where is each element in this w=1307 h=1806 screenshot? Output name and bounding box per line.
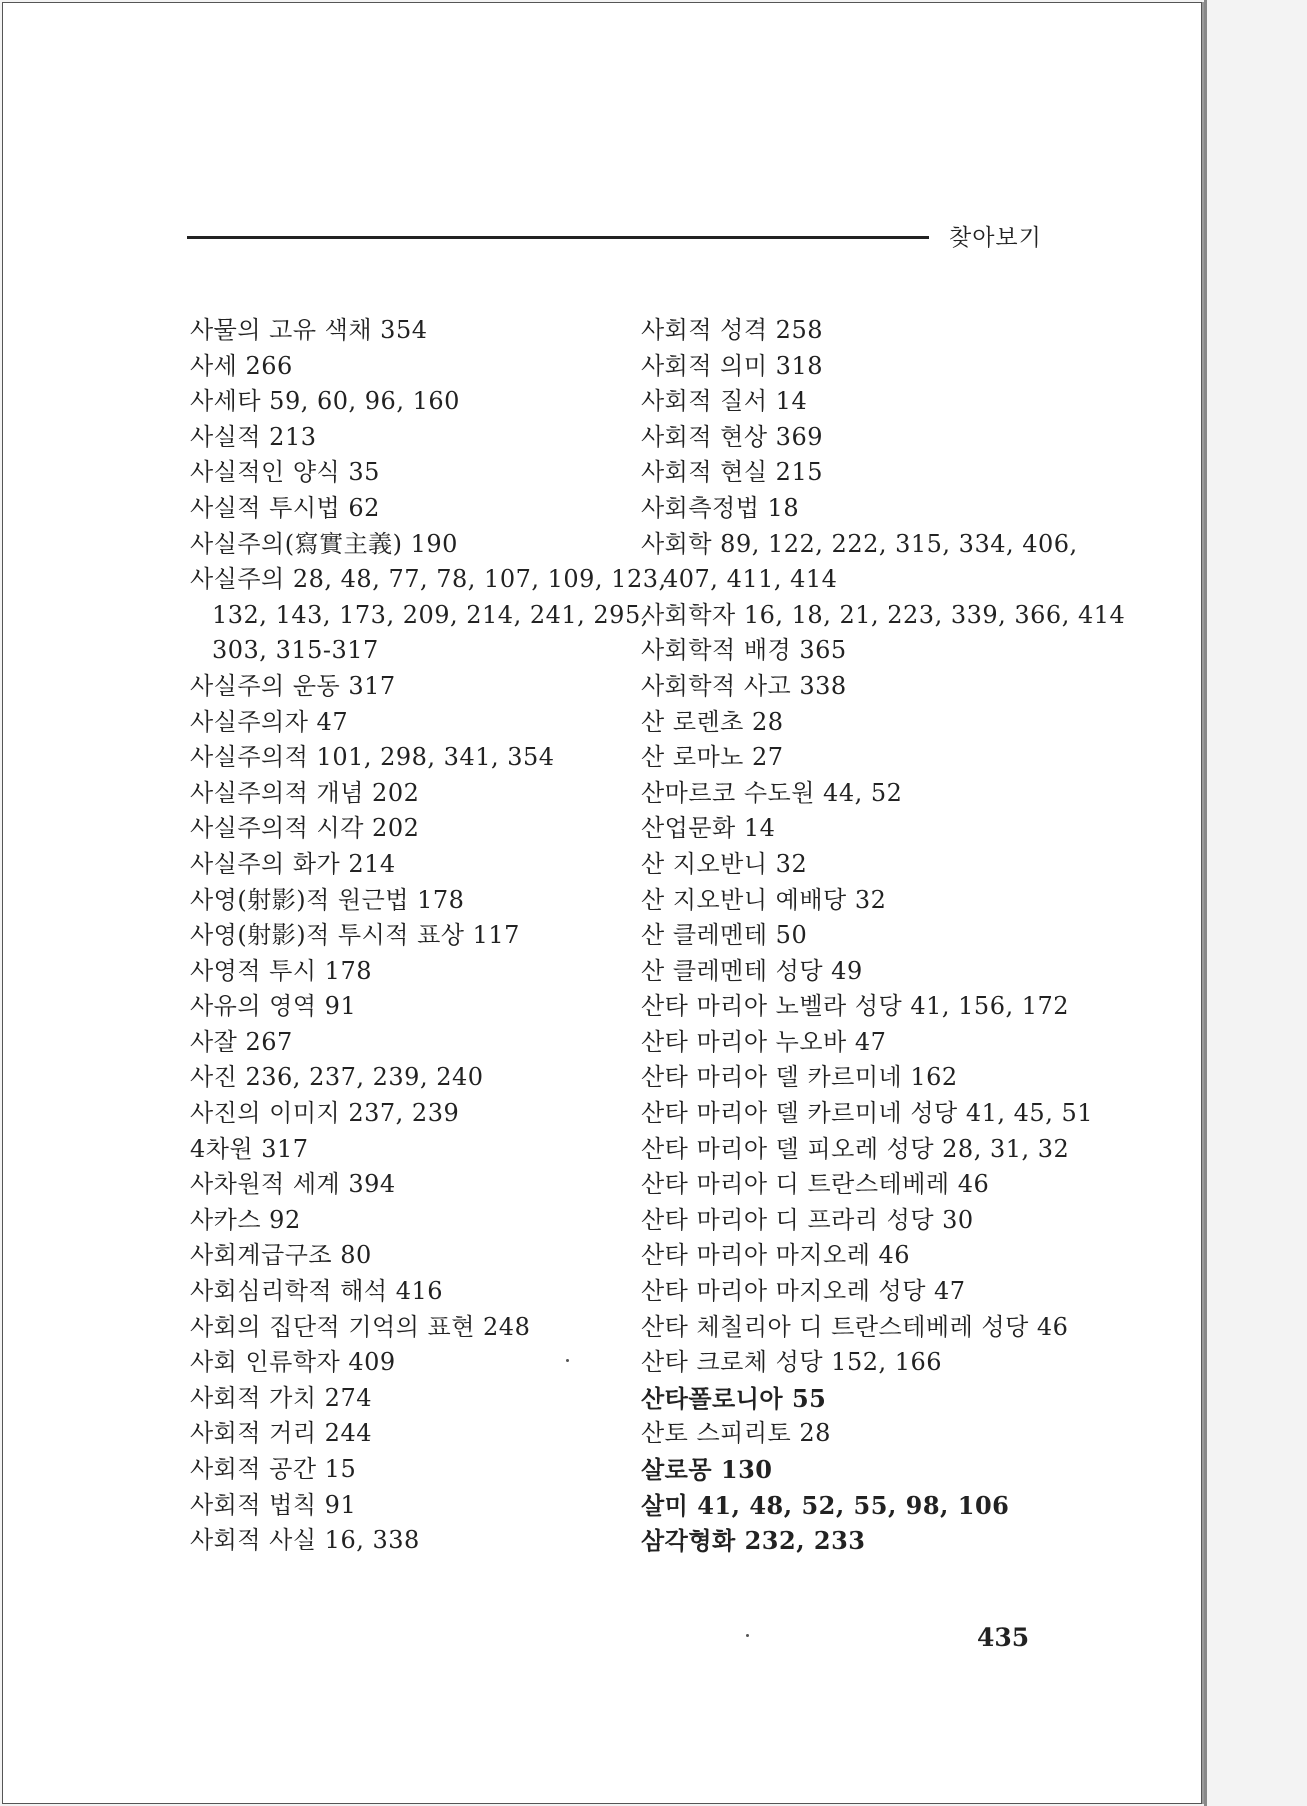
index-entry: 산타 마리아 델 카르미네 162 (641, 1063, 958, 1092)
index-entry: 사실적 투시법 62 (190, 493, 380, 522)
index-entry: 사회적 현상 369 (641, 422, 823, 451)
index-entry: 사실적인 양식 35 (190, 458, 380, 487)
index-entry: 사회적 성격 258 (641, 316, 823, 344)
index-entry: 산타 마리아 누오바 47 (641, 1027, 887, 1056)
index-entry: 사회적 가치 274 (190, 1383, 372, 1412)
index-entry: 산타폴로니아 55 (641, 1383, 827, 1413)
index-entry: 사영적 투시 178 (190, 956, 372, 985)
index-entry: 사회적 공간 15 (190, 1455, 357, 1483)
scan-speck (566, 1359, 569, 1362)
index-entry: 사회학 89, 122, 222, 315, 334, 406, (641, 529, 1078, 558)
index-entry: 산업문화 14 (641, 814, 776, 843)
index-entry: 산토 스피리토 28 (641, 1419, 831, 1448)
index-entry: 산 로마노 27 (641, 743, 784, 772)
index-entry: 사실주의 28, 48, 77, 78, 107, 109, 123, (190, 565, 667, 594)
index-entry: 사회적 거리 244 (190, 1419, 372, 1448)
index-entry: 사실주의적 시각 202 (190, 814, 420, 843)
index-entry: 사물의 고유 색채 354 (190, 316, 428, 344)
index-entry: 4차원 317 (190, 1134, 309, 1163)
index-entry: 산타 마리아 델 카르미네 성당 41, 45, 51 (641, 1099, 1093, 1128)
index-entry: 산타 마리아 델 피오레 성당 28, 31, 32 (641, 1134, 1070, 1163)
index-entry: 산 클레멘테 성당 49 (641, 956, 863, 985)
index-entry: 사세 266 (190, 351, 293, 380)
index-entry: 사회의 집단적 기억의 표현 248 (190, 1312, 531, 1341)
index-entry: 사회적 질서 14 (641, 387, 808, 416)
index-entry: 사회계급구조 80 (190, 1241, 372, 1270)
index-column-right (641, 313, 1126, 1559)
header-rule (187, 236, 929, 239)
index-entry: 산타 마리아 마지오레 46 (641, 1241, 911, 1270)
index-entry: 사잘 267 (190, 1027, 293, 1056)
index-entry: 사회 인류학자 409 (190, 1348, 396, 1377)
index-entry-continuation: 303, 315-317 (212, 636, 379, 665)
index-entry: 사실주의 운동 317 (190, 671, 396, 700)
index-entry: 사회학적 배경 365 (641, 636, 847, 665)
index-entry: 살로몽 130 (641, 1455, 773, 1484)
index-entry: 산마르코 수도원 44, 52 (641, 778, 903, 807)
index-entry: 살미 41, 48, 52, 55, 98, 106 (641, 1490, 1010, 1520)
index-column-left (190, 313, 667, 1559)
index-entry: 사회학적 사고 338 (641, 671, 847, 700)
index-entry: 사실적 213 (190, 422, 317, 451)
index-entry: 사회적 법칙 91 (190, 1490, 357, 1519)
book-page (2, 2, 1202, 1804)
index-entry: 산타 마리아 노벨라 성당 41, 156, 172 (641, 992, 1070, 1021)
index-entry: 산 지오반니 예배당 32 (641, 885, 887, 914)
index-entry: 사회적 현실 215 (641, 458, 823, 487)
index-entry: 사영(射影)적 원근법 178 (190, 885, 465, 914)
index-entry-continuation: 407, 411, 414 (663, 565, 838, 594)
index-entry: 사실주의(寫實主義) 190 (190, 529, 458, 558)
index-entry: 사회적 의미 318 (641, 351, 823, 380)
index-entry-continuation: 132, 143, 173, 209, 214, 241, 295, (212, 600, 649, 629)
index-entry: 사영(射影)적 투시적 표상 117 (190, 921, 520, 950)
page-number: 435 (977, 1623, 1030, 1652)
index-entry: 사세타 59, 60, 96, 160 (190, 387, 460, 416)
index-entry: 사실주의 화가 214 (190, 849, 396, 878)
index-entry: 사실주의적 개념 202 (190, 778, 420, 807)
index-entry: 사회심리학적 해석 416 (190, 1277, 444, 1306)
index-entry: 산 클레멘테 50 (641, 921, 808, 950)
index-entry: 산타 마리아 마지오레 성당 47 (641, 1277, 966, 1306)
index-entry: 산타 크로체 성당 152, 166 (641, 1348, 943, 1377)
index-entry: 사실주의자 47 (190, 707, 349, 736)
index-entry: 산 로렌초 28 (641, 707, 784, 736)
index-entry: 삼각형화 232, 233 (641, 1526, 866, 1556)
index-entry: 사실주의적 101, 298, 341, 354 (190, 743, 555, 772)
index-entry: 사카스 92 (190, 1205, 301, 1234)
index-entry: 사차원적 세계 394 (190, 1170, 396, 1199)
index-entry: 산타 마리아 디 트란스테베레 46 (641, 1170, 990, 1199)
index-entry: 사진의 이미지 237, 239 (190, 1099, 460, 1128)
index-entry: 산 지오반니 32 (641, 849, 808, 878)
scan-speck (746, 1634, 749, 1637)
index-entry: 사회측정법 18 (641, 493, 800, 522)
index-entry: 사진 236, 237, 239, 240 (190, 1063, 484, 1092)
index-entry: 사유의 영역 91 (190, 992, 357, 1021)
index-entry: 사회적 사실 16, 338 (190, 1526, 420, 1555)
index-entry: 산타 마리아 디 프라리 성당 30 (641, 1205, 974, 1234)
page-edge-shadow (1204, 0, 1207, 1806)
index-entry: 사회학자 16, 18, 21, 223, 339, 366, 414 (641, 600, 1126, 629)
header-title: 찾아보기 (949, 225, 1042, 251)
index-entry: 산타 체칠리아 디 트란스테베레 성당 46 (641, 1312, 1069, 1341)
